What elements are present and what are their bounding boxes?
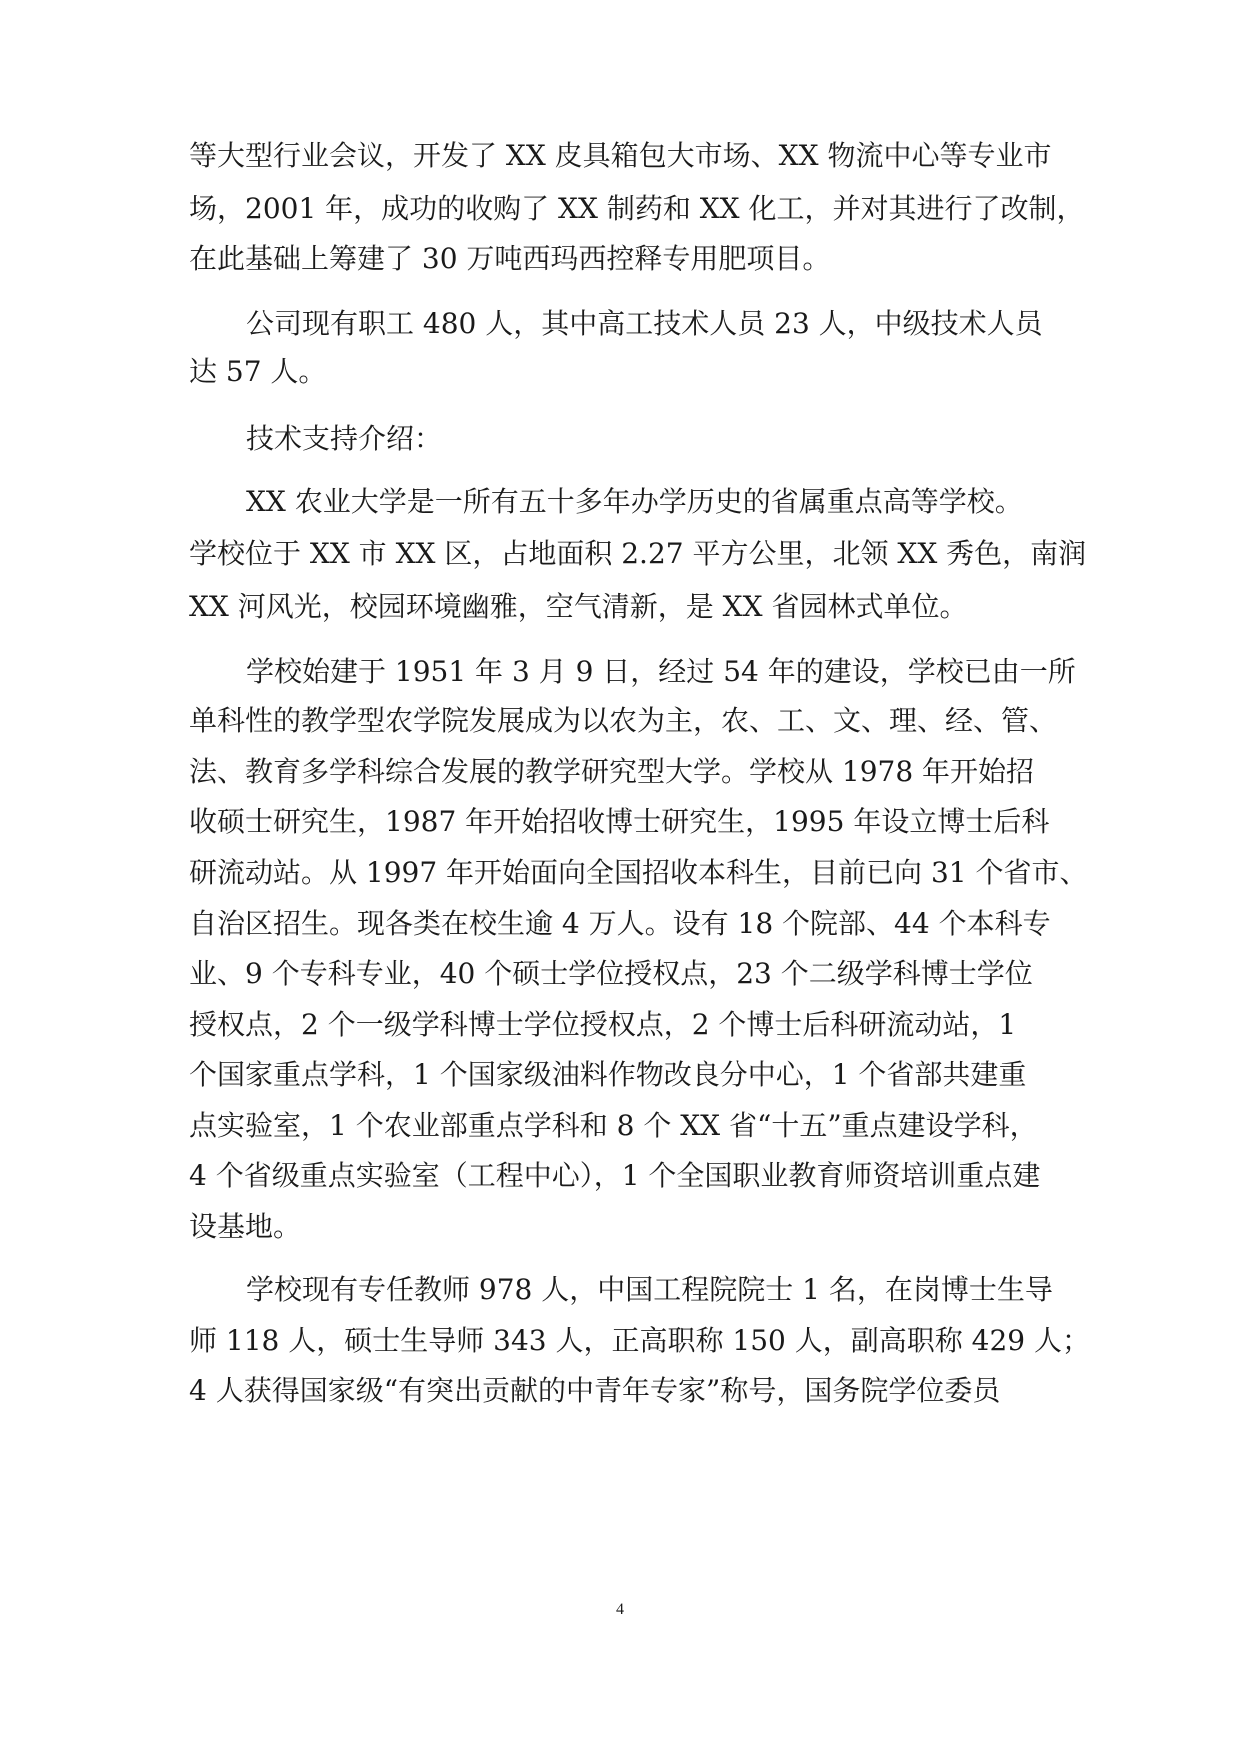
text-line: 个国家重点学科，1 个国家级油料作物改良分中心，1 个省部共建重 bbox=[189, 1058, 1027, 1091]
text-line: 授权点，2 个一级学科博士学位授权点，2 个博士后科研流动站，1 bbox=[189, 1008, 1017, 1041]
text-line: 达 57 人。 bbox=[189, 355, 327, 388]
text-line: 学校现有专任教师 978 人，中国工程院院士 1 名，在岗博士生导 bbox=[246, 1273, 1053, 1306]
text-line: XX 农业大学是一所有五十多年办学历史的省属重点高等学校。 bbox=[246, 485, 1023, 518]
text-line: 等大型行业会议，开发了 XX 皮具箱包大市场、XX 物流中心等专业市 bbox=[189, 139, 1052, 172]
text-line: 法、教育多学科综合发展的教学研究型大学。学校从 1978 年开始招 bbox=[189, 755, 1035, 788]
text-line: 学校始建于 1951 年 3 月 9 日，经过 54 年的建设，学校已由一所 bbox=[246, 655, 1076, 688]
text-line: 设基地。 bbox=[189, 1210, 302, 1243]
text-line: 研流动站。从 1997 年开始面向全国招收本科生，目前已向 31 个省市、 bbox=[189, 856, 1088, 889]
page-number: 4 bbox=[616, 1601, 624, 1618]
text-line: 公司现有职工 480 人，其中高工技术人员 23 人，中级技术人员 bbox=[246, 307, 1043, 340]
text-line: XX 河风光，校园环境幽雅，空气清新，是 XX 省园林式单位。 bbox=[189, 590, 968, 623]
text-line: 场，2001 年，成功的收购了 XX 制药和 XX 化工，并对其进行了改制， bbox=[189, 192, 1085, 225]
section-heading: 技术支持介绍： bbox=[246, 422, 443, 455]
text-line: 学校位于 XX 市 XX 区，占地面积 2.27 平方公里，北领 XX 秀色，南润 bbox=[189, 537, 1087, 570]
text-line: 在此基础上筹建了 30 万吨西玛西控释专用肥项目。 bbox=[189, 242, 831, 275]
text-line: 收硕士研究生，1987 年开始招收博士研究生，1995 年设立博士后科 bbox=[189, 805, 1050, 838]
text-line: 4 人获得国家级“有突出贡献的中青年专家”称号，国务院学位委员 bbox=[189, 1374, 1001, 1407]
text-line: 点实验室，1 个农业部重点学科和 8 个 XX 省“十五”重点建设学科， bbox=[189, 1109, 1038, 1142]
text-line: 自治区招生。现各类在校生逾 4 万人。设有 18 个院部、44 个本科专 bbox=[189, 907, 1051, 940]
text-line: 单科性的教学型农学院发展成为以农为主，农、工、文、理、经、管、 bbox=[189, 704, 1058, 737]
text-line: 4 个省级重点实验室（工程中心），1 个全国职业教育师资培训重点建 bbox=[189, 1159, 1041, 1192]
text-line: 师 118 人，硕士生导师 343 人，正高职称 150 人，副高职称 429 人； bbox=[189, 1324, 1090, 1357]
text-line: 业、9 个专科专业，40 个硕士学位授权点，23 个二级学科博士学位 bbox=[189, 957, 1033, 990]
